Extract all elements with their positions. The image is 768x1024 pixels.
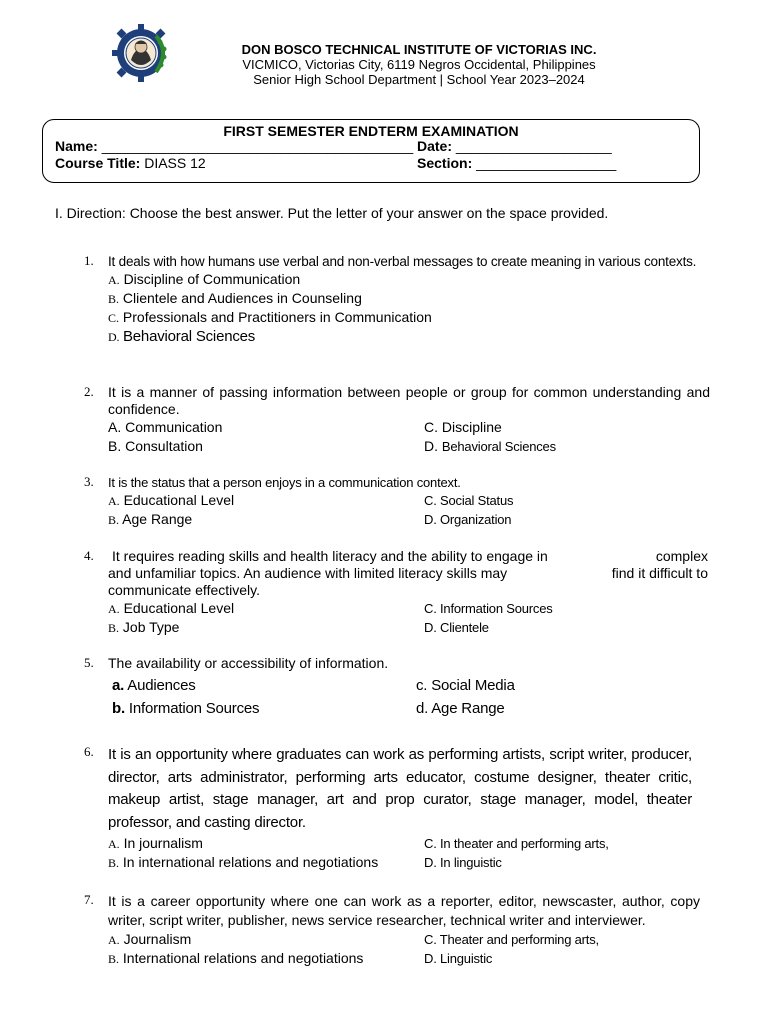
option-d[interactable]: D. In linguistic	[424, 855, 502, 870]
option-d[interactable]: D. Behavioral Sciences	[424, 438, 556, 454]
option-d[interactable]: D. Linguistic	[424, 951, 493, 966]
option-b[interactable]: B. Clientele and Audiences in Counseling	[108, 290, 362, 306]
exam-info-box	[42, 119, 700, 183]
answer-options	[108, 270, 710, 346]
option-row-2	[108, 697, 710, 720]
question-number: 7.	[84, 892, 94, 907]
question-text: It deals with how humans use verbal and non-verbal messages to create meaning in various contexts.	[108, 254, 697, 269]
question-text: It requires reading skills and health literacy and the ability to engage in complex and unfamiliar topics. An audience with limited literacy skills may find it difficult to communicate effectively.	[108, 548, 708, 598]
question-number: 5.	[84, 655, 94, 670]
option-a[interactable]: A. Educational Level	[108, 600, 235, 616]
option-c[interactable]: C. Information Sources	[424, 601, 553, 616]
question-2	[84, 384, 710, 456]
question-text: It is the status that a person enjoys in a communication context.	[108, 475, 461, 490]
question-number: 4.	[84, 548, 94, 563]
option-a[interactable]: A. Communication	[108, 419, 223, 435]
school-logo	[110, 22, 172, 84]
name-label: Name:	[55, 138, 98, 154]
question-number: 2.	[84, 384, 94, 399]
question-4	[84, 548, 710, 637]
option-b[interactable]: B. Age Range	[108, 511, 193, 527]
option-c[interactable]: c. Social Media	[416, 677, 515, 694]
option-row-1	[108, 418, 710, 437]
school-address: VICMICO, Victorias City, 6119 Negros Occidental, Philippines	[242, 57, 596, 72]
question-text: It is a manner of passing information between people or group for common understanding and confidence.	[108, 384, 710, 417]
course-label: Course Title:	[55, 155, 141, 171]
option-b[interactable]: B. In international relations and negotiations	[108, 854, 379, 870]
school-header	[180, 42, 658, 87]
option-row-1	[108, 674, 710, 697]
option-d[interactable]: D. Behavioral Sciences	[108, 328, 256, 345]
option-row-2	[108, 949, 700, 968]
question-7	[84, 892, 700, 968]
option-row-1	[108, 834, 692, 853]
question-text: It is an opportunity where graduates can work as performing artists, script writer, producer, director, arts administrator, performing arts educator, costume designer, theater critic, makeup artist, stage manager, art and prop curator, stage manager, model, theater professor, and casting director.	[108, 746, 692, 831]
option-row-2	[108, 510, 710, 529]
option-b[interactable]: B. Consultation	[108, 438, 203, 454]
option-a[interactable]: A. Journalism	[108, 931, 192, 947]
question-text: The availability or accessibility of information.	[108, 655, 389, 671]
question-3	[84, 474, 710, 529]
option-row-2	[108, 853, 692, 872]
option-a[interactable]: a. Audiences	[112, 677, 196, 694]
section-field[interactable]	[417, 155, 616, 171]
school-department: Senior High School Department | School Year 2023–2024	[253, 72, 585, 87]
option-row-1	[108, 930, 700, 949]
option-a[interactable]: A. Educational Level	[108, 492, 235, 508]
option-c[interactable]: C. Theater and performing arts,	[424, 932, 599, 947]
date-label: Date:	[417, 138, 453, 154]
section-label: Section:	[417, 155, 473, 171]
answer-options	[108, 491, 710, 529]
answer-options	[108, 834, 692, 872]
name-field[interactable]	[55, 138, 413, 154]
question-number: 6.	[84, 744, 94, 759]
name-blank: ________________________________________	[101, 138, 414, 154]
school-name: DON BOSCO TECHNICAL INSTITUTE OF VICTORIAS INC.	[241, 42, 597, 57]
question-number: 3.	[84, 474, 94, 489]
question-5	[84, 655, 710, 720]
section-blank: __________________	[476, 155, 617, 171]
exam-title: FIRST SEMESTER ENDTERM EXAMINATION	[223, 123, 519, 139]
course-value: DIASS 12	[144, 155, 206, 171]
option-d[interactable]: D. Organization	[424, 512, 512, 527]
option-c[interactable]: C. In theater and performing arts,	[424, 836, 609, 851]
course-field	[55, 155, 206, 171]
option-c[interactable]: C. Discipline	[424, 419, 502, 435]
question-text: It is a career opportunity where one can work as a reporter, editor, newscaster, author, copy writer, script writer, publisher, news service researcher, technical writer and interviewer.	[108, 893, 700, 928]
option-row-2	[108, 618, 710, 637]
option-row-2	[108, 437, 710, 456]
option-d[interactable]: d. Age Range	[416, 700, 505, 717]
option-row-1	[108, 491, 710, 510]
option-c[interactable]: C. Social Status	[424, 493, 514, 508]
option-b[interactable]: B. Job Type	[108, 619, 180, 635]
option-d[interactable]: D. Clientele	[424, 620, 489, 635]
option-a[interactable]: A. In journalism	[108, 835, 203, 851]
option-c[interactable]: C. Professionals and Practitioners in Communication	[108, 309, 432, 325]
option-b[interactable]: b. Information Sources	[112, 700, 260, 717]
date-blank: ____________________	[455, 138, 612, 154]
answer-options	[108, 418, 710, 456]
date-field[interactable]	[417, 138, 612, 154]
question-6	[84, 744, 692, 872]
question-1	[84, 253, 710, 346]
option-b[interactable]: B. International relations and negotiations	[108, 950, 364, 966]
option-a[interactable]: A. Discipline of Communication	[108, 271, 301, 287]
answer-options	[108, 674, 710, 720]
option-row-1	[108, 599, 710, 618]
direction-text: I. Direction: Choose the best answer. Put the letter of your answer on the space provided.	[55, 205, 609, 221]
answer-options	[108, 930, 700, 968]
question-number: 1.	[84, 253, 94, 268]
answer-options	[108, 599, 710, 637]
